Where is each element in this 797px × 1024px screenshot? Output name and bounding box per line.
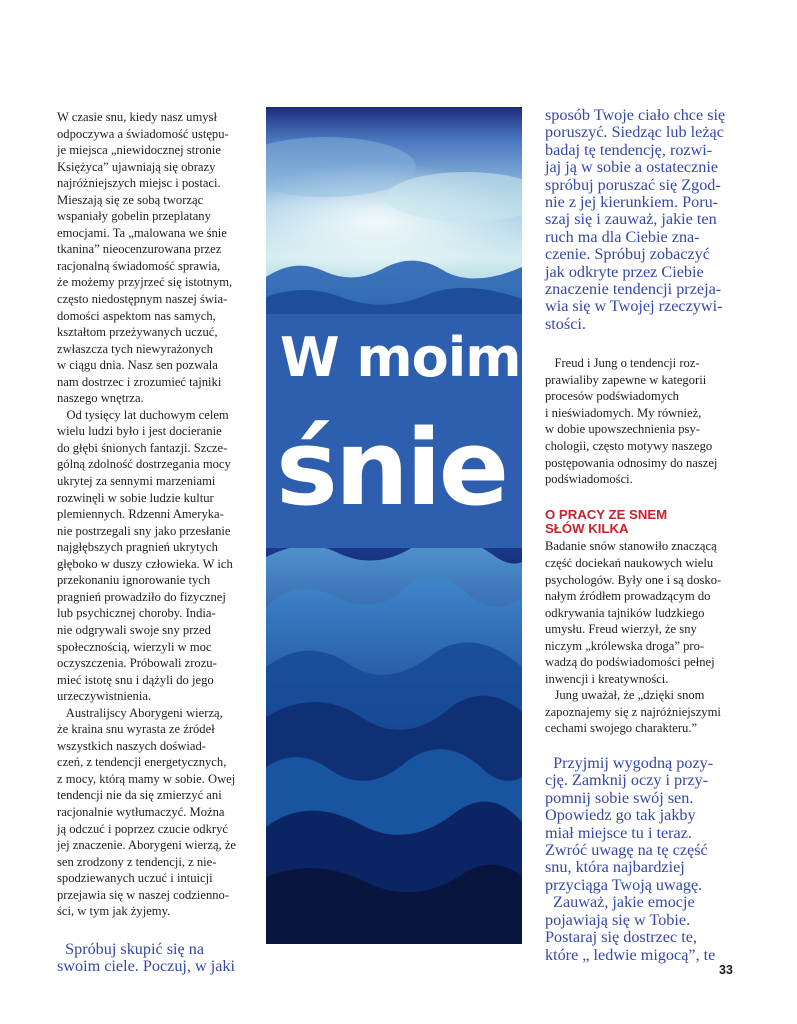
- text-line: plemiennych. Rdzenni Ameryka-: [57, 507, 224, 522]
- highlight-line: Zwróć uwagę na tę część: [545, 841, 708, 860]
- highlight-line: Przyjmij wygodną pozy-: [545, 754, 714, 773]
- text-line: że możemy przyjrzeć się istotnym,: [57, 275, 233, 290]
- text-line: umysłu. Freud wierzył, że sny: [545, 622, 697, 637]
- highlight-line: swoim ciele. Poczuj, w jaki: [57, 957, 236, 976]
- highlight-line: wia się w Twojej rzeczywi-: [545, 297, 723, 316]
- text-line: oczyszczenia. Próbowali zrozu-: [57, 656, 217, 671]
- highlight-line: jak odkryte przez Ciebie: [545, 262, 704, 281]
- section-heading-line: O PRACY ZE SNEM: [545, 506, 668, 522]
- right-column: [545, 107, 745, 964]
- highlight-line: pomnij sobie swój sen.: [545, 788, 694, 807]
- text-line: wszystkich naszych doświad-: [57, 738, 206, 753]
- highlight-line: pojawiają się w Tobie.: [545, 910, 691, 929]
- text-line: racjonalną świadomość sprawia,: [57, 258, 221, 273]
- text-line: W czasie snu, kiedy nasz umysł: [57, 110, 217, 124]
- text-line: odpoczywa a świadomość ustępu-: [57, 126, 229, 141]
- text-line: że kraina snu wyrasta ze źródeł: [57, 722, 215, 737]
- text-line: inwencji i kreatywności.: [545, 671, 669, 686]
- text-line: ukrytej za sennymi marzeniami: [57, 474, 216, 489]
- text-line: ści, w tym jak żyjemy.: [57, 904, 171, 919]
- text-line: przekonaniu ignorowanie tych: [57, 573, 211, 588]
- highlight-line: szaj się i zauważ, jakie ten: [545, 210, 717, 229]
- text-line: spodziewanych uczuć i intuicji: [57, 871, 213, 886]
- section-heading-line: SŁÓW KILKA: [545, 521, 629, 537]
- text-line: w dobie upowszechnienia psy-: [545, 422, 700, 437]
- text-line: postępowania odnosimy do naszej: [545, 455, 718, 470]
- text-line: wspaniały gobelin przeplatany: [57, 209, 211, 224]
- text-line: zwłaszcza tych niewyrażonych: [57, 341, 213, 356]
- text-line: ją odczuć i poprzez czucie odkryć: [57, 821, 228, 836]
- text-line: je miejsca „niewidocznej stronie: [57, 143, 222, 158]
- text-line: najróżniejszych miejsc i postaci.: [57, 176, 221, 191]
- text-line: psychologów. Były one i są dosko-: [545, 572, 722, 587]
- highlight-line: jaj ją w sobie a ostatecznie: [545, 158, 719, 177]
- highlight-line: snu, która najbardziej: [545, 858, 685, 877]
- text-line: Od tysięcy lat duchowym celem: [57, 407, 229, 422]
- text-line: emocjami. Ta „malowana we śnie: [57, 225, 227, 240]
- text-line: część dociekań naukowych wielu: [545, 556, 714, 571]
- text-line: tkanina” nieocenzurowana przez: [57, 242, 222, 257]
- text-line: w ciągu dnia. Nasz sen pozwala: [57, 358, 218, 373]
- text-line: domości aspektom nas samych,: [57, 308, 216, 323]
- text-line: niczym „królewska droga” pro-: [545, 638, 705, 653]
- highlight-line: sposób Twoje ciało chce się: [545, 106, 726, 124]
- text-line: zapoznajemy się z najróżniejszymi: [545, 704, 721, 719]
- section-heading: [545, 508, 745, 537]
- right-highlight-top: [545, 107, 745, 333]
- highlight-line: Zauważ, jakie emocje: [545, 893, 695, 912]
- text-line: Księżyca” ujawniają się obrazy: [57, 159, 216, 174]
- right-highlight-bottom: [545, 755, 745, 964]
- highlight-line: nie z jej kierunkiem. Poru-: [545, 193, 719, 212]
- text-line: nie odgrywali swoje sny przed: [57, 622, 211, 637]
- text-line: nie postrzegali sny jako przesłanie: [57, 523, 231, 538]
- text-line: tendencji nie da się zmierzyć ani: [57, 788, 222, 803]
- text-line: z mocy, którą mamy w sobie. Owej: [57, 771, 236, 786]
- text-line: gólną zdolność dostrzegania mocy: [57, 457, 231, 472]
- left-body-text: [57, 109, 249, 920]
- text-line: społecznością, wierzyli w moc: [57, 639, 212, 654]
- text-line: cechami swojego charakteru.”: [545, 721, 698, 736]
- text-line: Australijscy Aborygeni wierzą,: [57, 705, 223, 720]
- text-line: rozwinęli w sobie ludzie kultur: [57, 490, 214, 505]
- text-line: i nieświadomych. My również,: [545, 405, 702, 420]
- page-title-line2: śnie: [276, 407, 507, 529]
- text-line: nam dostrzec i zrozumieć tajniki: [57, 374, 222, 389]
- text-line: Badanie snów stanowiło znaczącą: [545, 539, 717, 554]
- text-line: czeń, z tendencji energetycznych,: [57, 755, 227, 770]
- right-body-text-2: [545, 538, 745, 737]
- highlight-line: ruch ma dla Ciebie zna-: [545, 227, 700, 246]
- text-line: nałym źródłem prowadzącym do: [545, 589, 711, 604]
- text-line: chologii, często motywy naszego: [545, 439, 713, 454]
- text-line: wadzą do podświadomości pełnej: [545, 655, 715, 670]
- text-line: często niedostępnym naszej świa-: [57, 292, 228, 307]
- text-line: lub psychicznej choroby. India-: [57, 606, 216, 621]
- highlight-line: poruszyć. Siedząc lub leżąc: [545, 123, 724, 142]
- text-line: do głębi śnionych fantazji. Szcze-: [57, 440, 228, 455]
- text-line: procesów podświadomych: [545, 389, 679, 404]
- text-line: jej znaczenie. Aborygeni wierzą, że: [57, 838, 237, 853]
- right-body-text-1: [545, 355, 745, 487]
- text-line: racjonalnie wytłumaczyć. Można: [57, 804, 225, 819]
- page-number: 33: [719, 963, 733, 977]
- highlight-line: Postaraj się dostrzec te,: [545, 928, 697, 947]
- highlight-line: stości.: [545, 314, 586, 333]
- page-title-line1: W moim: [280, 326, 521, 389]
- left-highlight-text: [57, 941, 249, 976]
- text-line: najgłębszych pragnień ukrytych: [57, 540, 218, 555]
- text-line: Mieszają się ze sobą tworząc: [57, 192, 204, 207]
- highlight-line: Spróbuj skupić się na: [57, 939, 205, 958]
- text-line: kształtom przeżywanych uczuć,: [57, 325, 218, 340]
- highlight-line: spróbuj poruszać się Zgod-: [545, 175, 721, 194]
- text-line: sen zrodzony z tendencji, z nie-: [57, 854, 217, 869]
- text-line: naszego wnętrza.: [57, 391, 144, 406]
- text-line: mieć istotę snu i dążyli do jego: [57, 672, 214, 687]
- highlight-line: miał miejsce tu i teraz.: [545, 823, 692, 842]
- text-line: głęboko w duszy człowieka. W ich: [57, 556, 233, 571]
- text-line: urzeczywistnienia.: [57, 689, 152, 704]
- highlight-line: które „ ledwie migocą”, te: [545, 945, 716, 964]
- text-line: Freud i Jung o tendencji roz-: [545, 356, 700, 371]
- text-line: prawialiby zapewne w kategorii: [545, 372, 707, 387]
- text-line: pragnień prowadziło do fizycznej: [57, 589, 226, 604]
- highlight-line: Opowiedz go tak jakby: [545, 806, 696, 825]
- text-line: Jung uważał, że „dzięki snom: [545, 688, 705, 703]
- text-line: podświadomości.: [545, 472, 633, 487]
- highlight-line: badaj tę tendencję, rozwi-: [545, 140, 713, 159]
- highlight-line: przyciąga Twoją uwagę.: [545, 875, 703, 894]
- highlight-line: czenie. Spróbuj zobaczyć: [545, 245, 710, 264]
- highlight-line: znaczenie tendencji przeja-: [545, 280, 722, 299]
- text-line: odkrywania tajników ludzkiego: [545, 605, 705, 620]
- text-line: przejawia się w naszej codzienno-: [57, 887, 230, 902]
- left-column: [57, 109, 249, 976]
- highlight-line: cję. Zamknij oczy i przy-: [545, 771, 709, 790]
- text-line: wielu ludzi było i jest docieranie: [57, 424, 222, 439]
